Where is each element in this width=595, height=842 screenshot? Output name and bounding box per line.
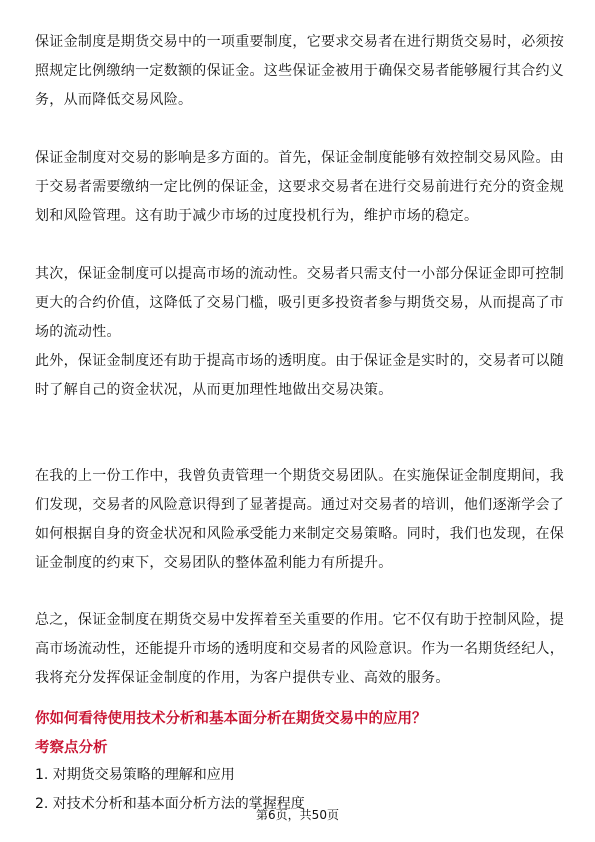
paragraph-margin-system-definition: 保证金制度是期货交易中的一项重要制度，它要求交易者在进行期货交易时，必须按照规定比例缴纳一定数额的保证金。这些保证金被用于确保交易者能够履行其合约义务，从而降低交易风险。: [35, 34, 565, 108]
list-item: 1. 对期货交易策略的理解和应用: [35, 767, 235, 783]
paragraph-conclusion: 总之，保证金制度在期货交易中发挥着至关重要的作用。它不仅有助于控制风险，提高市场流动性，还能提升市场的透明度和交易者的风险意识。作为一名期货经纪人，我将充分发挥保证金制度的作用，为客户提供专业、高效的服务。: [35, 612, 565, 686]
paragraph-liquidity: 其次，保证金制度可以提高市场的流动性。交易者只需支付一小部分保证金即可控制更大的合约价值，这降低了交易门槛，吸引更多投资者参与期货交易，从而提高了市场的流动性。: [35, 266, 565, 340]
list-item: 2. 对技术分析和基本面分析方法的掌握程度: [35, 796, 305, 812]
paragraph-impact-on-risk: 保证金制度对交易的影响是多方面的。首先，保证金制度能够有效控制交易风险。由于交易者需要缴纳一定比例的保证金，这要求交易者在进行交易前进行充分的资金规划和风险管理。这有助于减少市场的过度投机行为，维护市场的稳定。: [35, 150, 565, 224]
section-heading: 考察点分析: [35, 740, 108, 756]
paragraph-work-experience: 在我的上一份工作中，我曾负责管理一个期货交易团队。在实施保证金制度期间，我们发现，交易者的风险意识得到了显著提高。通过对交易者的培训，他们逐渐学会了如何根据自身的资金状况和风险承受能力来制定交易策略。同时，我们也发现，在保证金制度的约束下，交易团队的整体盈利能力有所提升。: [35, 468, 565, 571]
page-number-footer: 第6页，共50页: [256, 808, 339, 822]
interview-question: 你如何看待使用技术分析和基本面分析在期货交易中的应用？: [35, 711, 427, 727]
paragraph-transparency: 此外，保证金制度还有助于提高市场的透明度。由于保证金是实时的，交易者可以随时了解自己的资金状况，从而更加理性地做出交易决策。: [35, 353, 565, 398]
